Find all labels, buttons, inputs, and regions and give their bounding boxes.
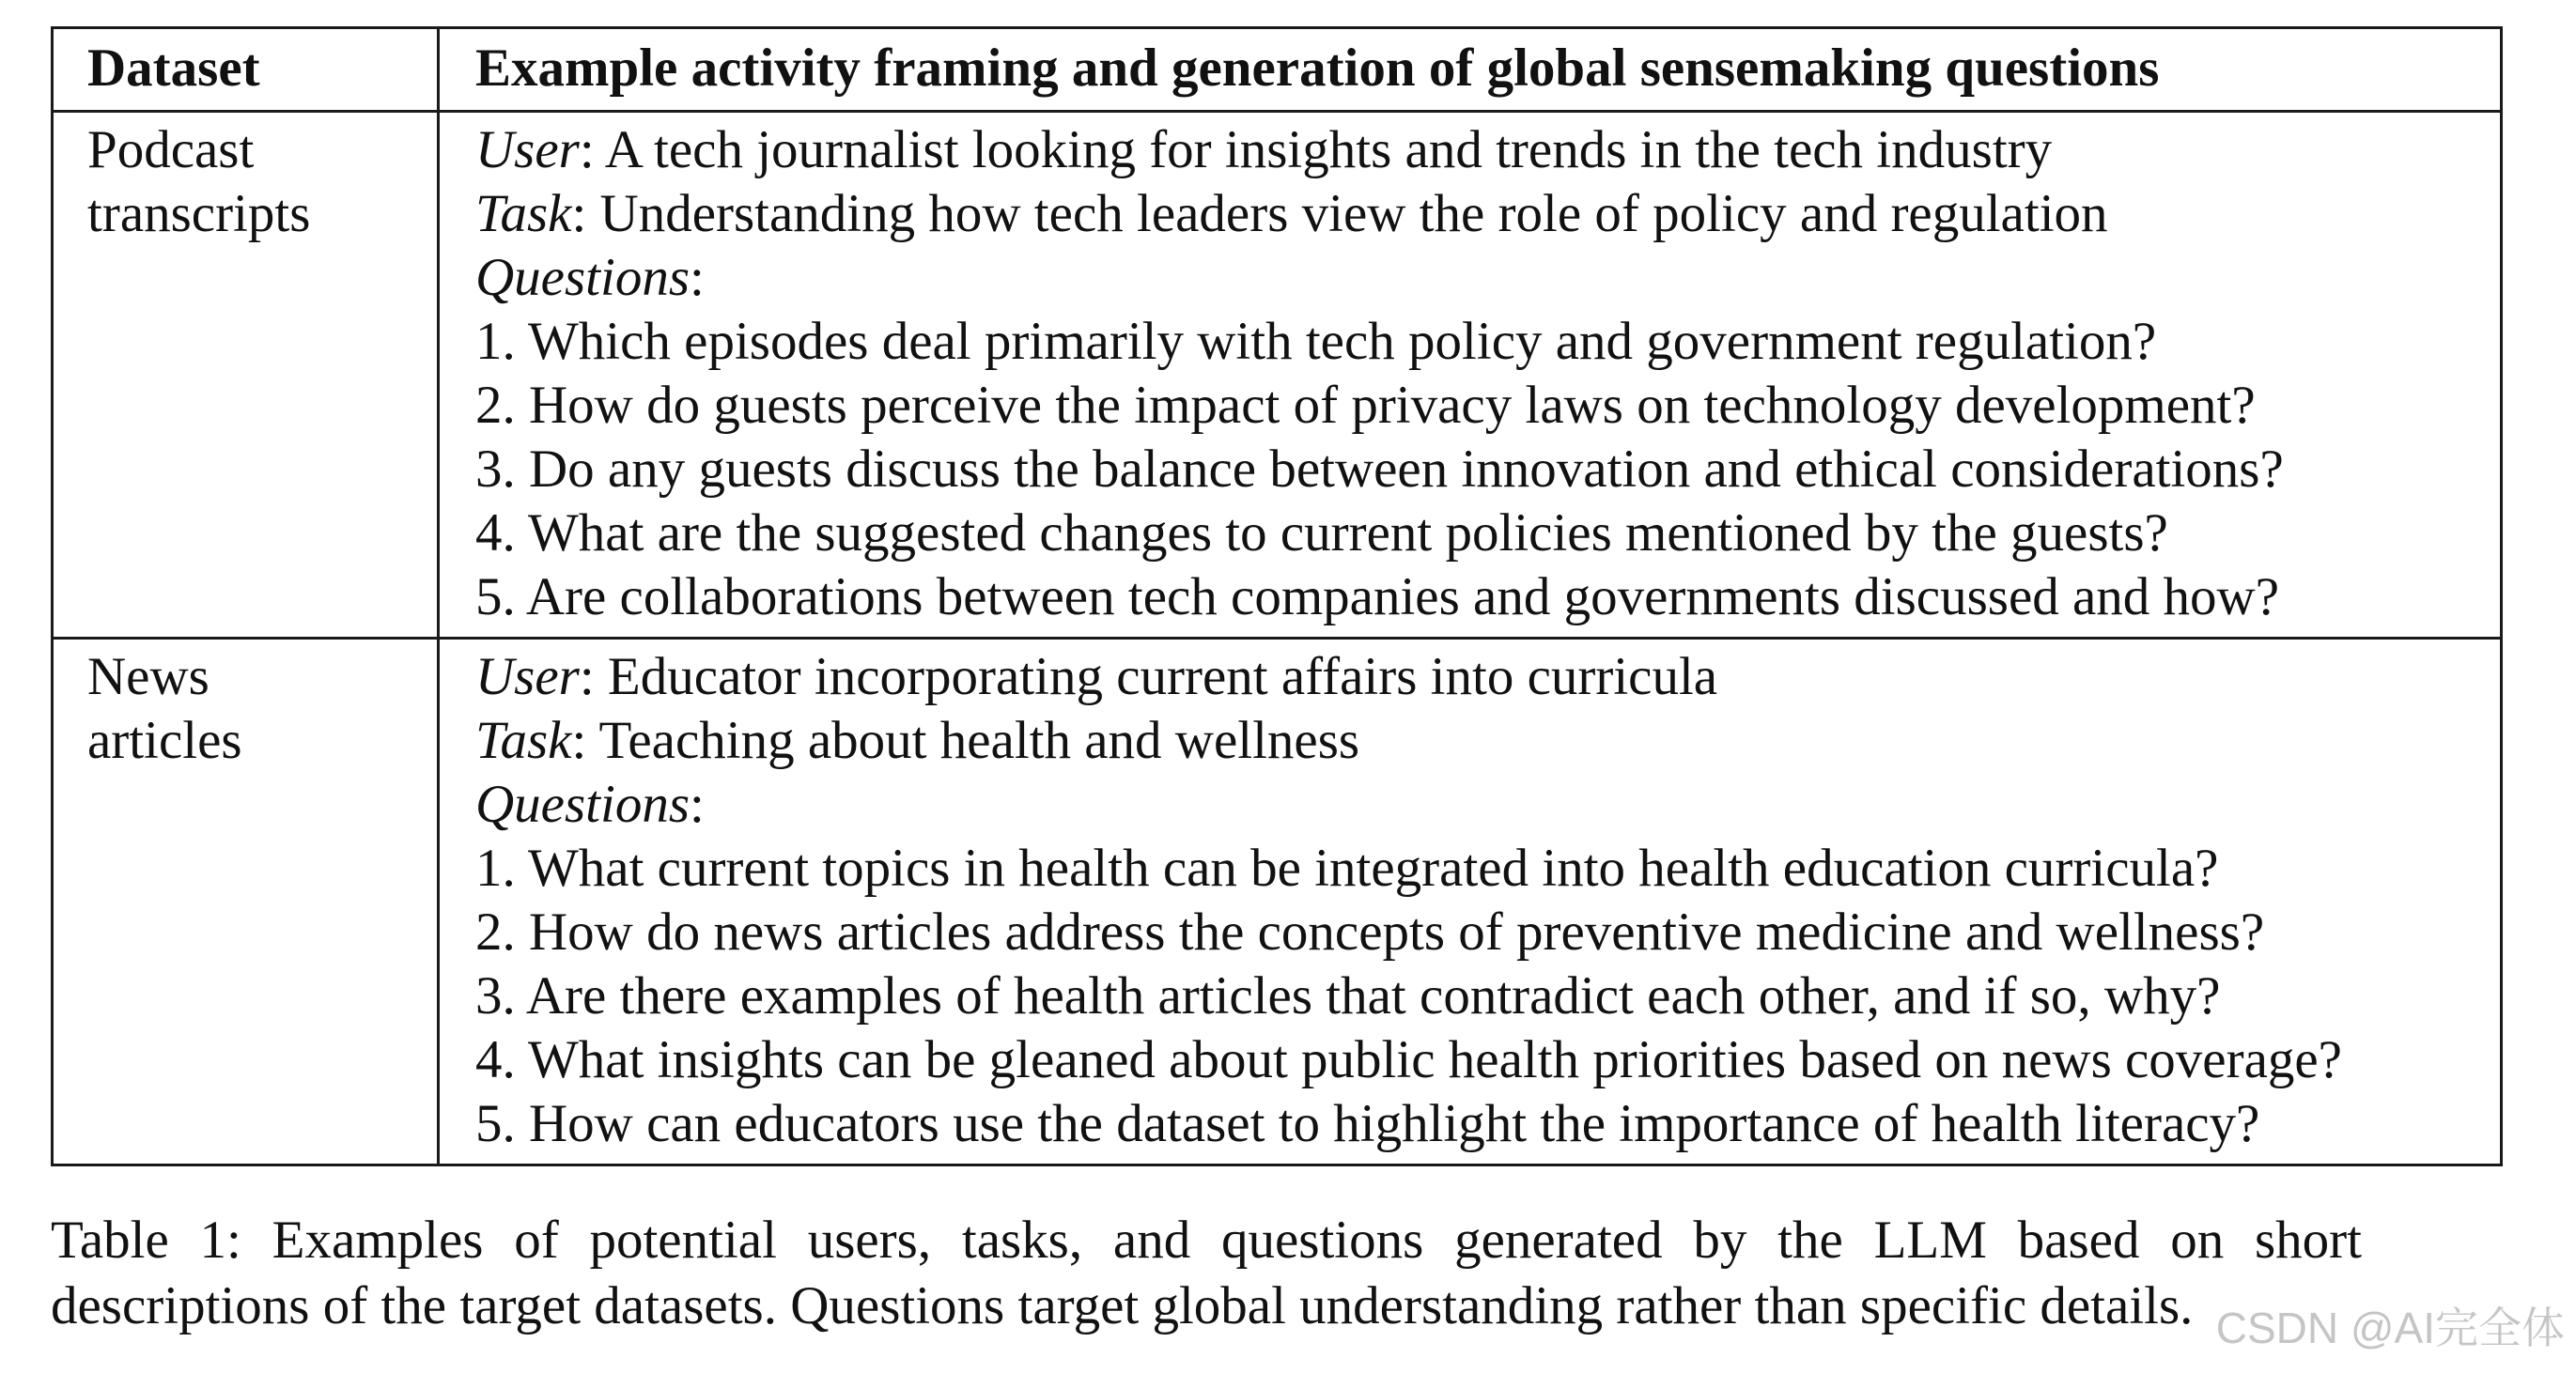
examples-table xyxy=(54,29,2500,1164)
questions-suffix: : xyxy=(690,775,705,834)
user-label: User xyxy=(475,120,580,179)
task-label: Task xyxy=(475,711,572,770)
task-line xyxy=(475,709,2481,773)
header-dataset: Dataset xyxy=(54,29,439,112)
task-label: Task xyxy=(475,184,572,243)
questions-suffix: : xyxy=(690,248,705,307)
dataset-name: News articles xyxy=(87,647,242,770)
task-text: : Understanding how tech leaders view the role of policy and regulation xyxy=(571,184,2108,243)
table-row xyxy=(54,639,2500,1165)
question-item: 2. How do news articles address the concepts of preventive medicine and wellness? xyxy=(475,902,2265,962)
example-cell xyxy=(439,112,2501,639)
questions-label: Questions xyxy=(475,775,690,834)
user-text: : Educator incorporating current affairs into curricula xyxy=(579,647,1718,706)
table-row xyxy=(54,112,2500,639)
questions-heading xyxy=(475,773,2481,837)
user-line xyxy=(475,118,2481,182)
questions-label: Questions xyxy=(475,248,690,307)
task-text: : Teaching about health and wellness xyxy=(571,711,1360,770)
example-cell xyxy=(439,639,2501,1165)
question-item: 5. Are collaborations between tech companies and governments discussed and how? xyxy=(475,567,2280,626)
dataset-name: Podcast transcripts xyxy=(87,120,311,243)
question-item: 4. What are the suggested changes to current policies mentioned by the guests? xyxy=(475,503,2168,563)
examples-table-frame xyxy=(51,26,2503,1166)
questions-heading xyxy=(475,246,2481,310)
question-item: 4. What insights can be gleaned about public health priorities based on news coverage? xyxy=(475,1030,2342,1089)
user-line xyxy=(475,645,2481,709)
table-caption: Table 1: Examples of potential users, tasks, and questions generated by the LLM based on short descriptions of the target datasets. Questions target global understanding rather than specific details. xyxy=(51,1211,2362,1335)
user-text: : A tech journalist looking for insights and trends in the tech industry xyxy=(579,120,2053,179)
header-example: Example activity framing and generation of global sensemaking questions xyxy=(439,29,2501,112)
table-header-row xyxy=(54,29,2500,112)
question-item: 5. How can educators use the dataset to highlight the importance of health literacy? xyxy=(475,1094,2260,1153)
question-item: 1. What current topics in health can be integrated into health education curricula? xyxy=(475,839,2219,898)
question-item: 1. Which episodes deal primarily with tech policy and government regulation? xyxy=(475,312,2157,371)
task-line xyxy=(475,182,2481,246)
watermark: CSDN @AI完全体 xyxy=(2215,1304,2565,1352)
user-label: User xyxy=(475,647,580,706)
question-item: 3. Do any guests discuss the balance between innovation and ethical considerations? xyxy=(475,440,2284,499)
dataset-cell xyxy=(54,639,439,1165)
question-item: 3. Are there examples of health articles that contradict each other, and if so, why? xyxy=(475,966,2221,1026)
question-item: 2. How do guests perceive the impact of privacy laws on technology development? xyxy=(475,376,2256,435)
dataset-cell xyxy=(54,112,439,639)
